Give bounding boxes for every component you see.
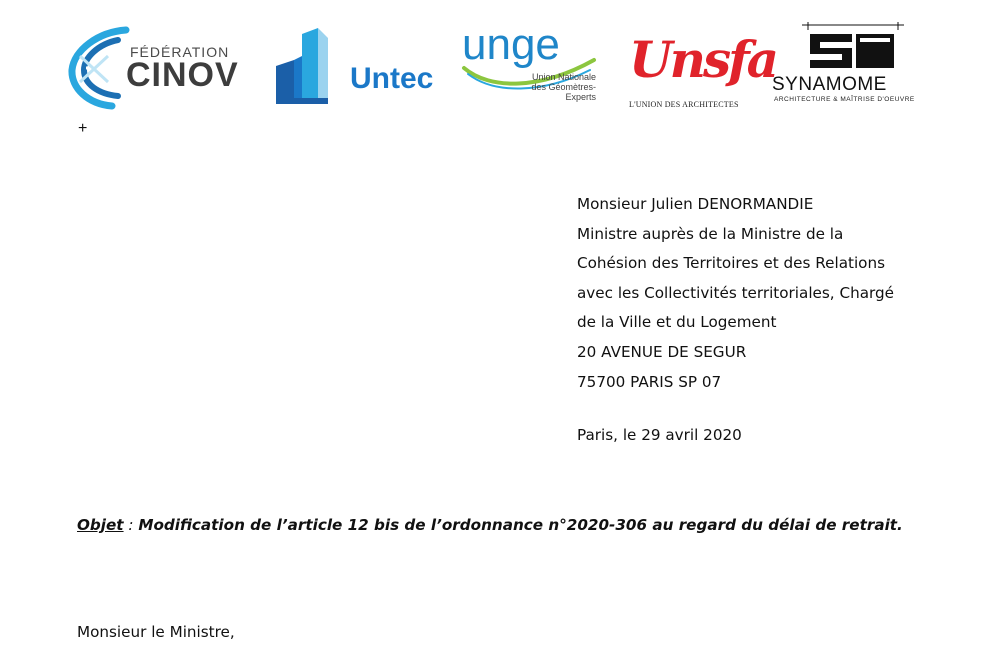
synamome-logo [768,22,938,106]
untec-name-text: Untec [350,62,434,95]
subject-separator: : [123,516,139,534]
unsfa-subtitle-text: L'UNION DES ARCHITECTES [629,100,739,109]
subject-text: Modification de l’article 12 bis de l’ordonnance n°2020-306 au regard du délai de retrait. [138,516,903,534]
recipient-line: 20 AVENUE DE SEGUR [577,342,747,361]
subject-label: Objet [77,516,124,534]
unsfa-logo [625,16,777,112]
untec-logo [272,26,447,106]
recipient-line: Monsieur Julien DENORMANDIE [577,195,814,213]
synamome-emblem-icon [768,22,938,74]
unsfa-name-text: Unsfa [629,30,777,89]
recipient-line: Ministre auprès de la Ministre de la [577,224,844,243]
cinov-name-text: CINOV [126,56,239,94]
untec-emblem-icon [272,26,348,106]
synamome-name-text: SYNAMOME [772,74,887,95]
recipient-line: avec les Collectivités territoriales, Chargé [577,283,894,302]
plus-mark: + [78,120,88,137]
recipient-line: de la Ville et du Logement [577,313,777,332]
recipient-address [577,190,894,397]
letter-date: Paris, le 29 avril 2020 [577,426,742,444]
unge-logo [460,20,600,110]
unge-name-text: unge [462,20,560,69]
cinov-logo [68,26,268,110]
cinov-federation-text: FÉDÉRATION [130,44,230,60]
unge-subtitle-text: Union Nationale des Géomètres-Experts [531,72,596,102]
subject-line [77,516,903,534]
recipient-line: Cohésion des Territoires et des Relations [577,254,886,273]
synamome-subtitle-text: ARCHITECTURE & MAÎTRISE D'OEUVRE [774,96,915,103]
recipient-line: 75700 PARIS SP 07 [577,372,722,391]
salutation: Monsieur le Ministre, [77,623,235,641]
